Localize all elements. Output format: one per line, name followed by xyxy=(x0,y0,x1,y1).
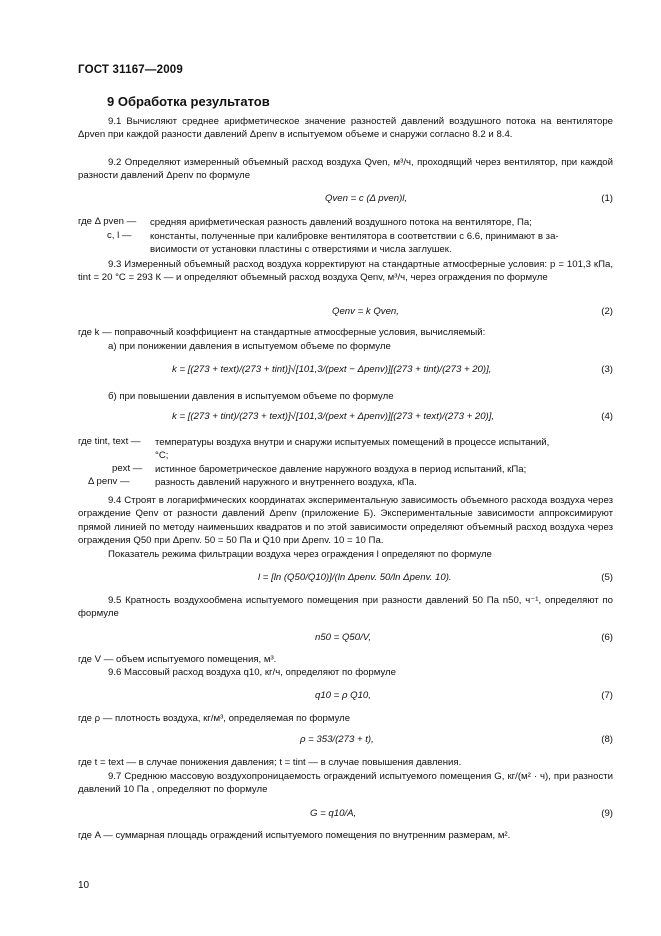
formula-1: Qven = c (Δ pven)l, xyxy=(325,193,408,204)
equation-number-7: (7) xyxy=(601,690,613,701)
where-a: где A — суммарная площадь ограждений испытуемого помещения по внутренним размерам, м². xyxy=(78,830,511,841)
equation-number-9: (9) xyxy=(601,808,613,819)
page-number: 10 xyxy=(78,880,90,891)
where3-label-2: pext — xyxy=(112,463,143,474)
where-label-1: где Δ pven — xyxy=(78,216,137,227)
formula-4: k = [(273 + tint)/(273 + text)]√[101,3/(pext + Δpenv)][(273 + text)/(273 + 20)], xyxy=(172,411,495,422)
formula-8: ρ = 353/(273 + t), xyxy=(300,734,374,745)
where-t: где t = text — в случае понижения давления; t = tint — в случае повышения давления. xyxy=(78,757,462,768)
where-text-1: средняя арифметическая разность давлений воздушного потока на вентиляторе, Па; xyxy=(150,217,532,228)
equation-number-5: (5) xyxy=(601,572,613,583)
paragraph-9-7: 9.7 Среднюю массовую воздухопроницаемость ограждений испытуемого помещения G, кг/(м² · ч), при разности давлений 10 Па , определяют по формуле xyxy=(78,771,613,796)
equation-number-1: (1) xyxy=(601,193,613,204)
where3-text-1b: °С; xyxy=(155,450,169,461)
formula-3: k = [(273 + text)/(273 + tint)]√[101,3/(pext − Δpenv)][(273 + tint)/(273 + 20)], xyxy=(172,364,492,375)
paragraph-9-5: 9.5 Кратность воздухообмена испытуемого помещения при разности давлений 50 Па n50, ч⁻¹, определяют по формуле xyxy=(78,595,613,620)
where-text-2b: висимости от установки пластины с отверстиями и числа заглушек. xyxy=(150,244,452,255)
paragraph-9-4: 9.4 Строят в логарифмических координатах экспериментальную зависимость объемного расхода воздуха через ограждение Qenv от разности давлений Δpenv (приложение Б). Экспериментальные зависимости аппроксимируют прямой линией по методу наименьших квадратов и по этой зависимости определяют объемный расход воздуха через ограждения Q50 при Δpenv. 50 = 50 Па и Q10 при Δpenv. 10 = 10 Па. xyxy=(78,495,613,547)
where-k: где k — поправочный коэффициент на стандартные атмосферные условия, вычисляемый: xyxy=(78,327,486,338)
formula-5: l = [ln (Q50/Q10)]/(ln Δpenv. 50/ln Δpenv. 10). xyxy=(258,572,452,583)
formula-6: n50 = Q50/V, xyxy=(315,632,372,643)
equation-number-3: (3) xyxy=(601,364,613,375)
section-title: 9 Обработка результатов xyxy=(107,94,270,109)
where-label-2: c, l — xyxy=(107,230,132,241)
case-a: а) при понижении давления в испытуемом объеме по формуле xyxy=(108,341,391,352)
equation-number-4: (4) xyxy=(601,411,613,422)
document-header: ГОСТ 31167—2009 xyxy=(78,64,183,76)
where3-label-1: где tint, text — xyxy=(78,436,141,447)
case-b: б) при повышении давления в испытуемом объеме по формуле xyxy=(108,391,394,402)
where-v: где V — объем испытуемого помещения, м³. xyxy=(78,654,277,665)
paragraph-9-2: 9.2 Определяют измеренный объемный расход воздуха Qven, м³/ч, проходящий через вентилятор, при каждой разности давлений Δpenv по формуле xyxy=(78,157,613,182)
equation-number-8: (8) xyxy=(601,734,613,745)
paragraph-9-4b: Показатель режима фильтрации воздуха через ограждения l определяют по формуле xyxy=(108,549,492,560)
where3-text-2: истинное барометрическое давление наружного воздуха в период испытаний, кПа; xyxy=(155,464,527,475)
where-text-2a: константы, полученные при калибровке вентилятора в соответствии с 6.6, принимают в за- xyxy=(150,231,559,242)
formula-7: q10 = ρ Q10, xyxy=(315,690,371,701)
equation-number-2: (2) xyxy=(601,306,613,317)
paragraph-9-1: 9.1 Вычисляют среднее арифметическое значение разностей давлений воздушного потока на вентиляторе Δpven при каждой разности давлений Δpenv в испытуемом объеме и снаружи согласно 8.2 и 8.4. xyxy=(78,116,613,141)
formula-2: Qenv = k Qven, xyxy=(332,306,399,317)
equation-number-6: (6) xyxy=(601,632,613,643)
paragraph-9-6: 9.6 Массовый расход воздуха q10, кг/ч, определяют по формуле xyxy=(108,667,396,678)
where3-text-3: разность давлений наружного и внутреннего воздуха, кПа. xyxy=(155,477,417,488)
paragraph-9-3: 9.3 Измеренный объемный расход воздуха корректируют на стандартные атмосферные условия: p = 101,3 кПа, tint = 20 °С = 293 К — и определяют объемный расход воздуха Qenv, м³/ч, через ограждения по формуле xyxy=(78,259,613,284)
formula-9: G = q10/A, xyxy=(310,808,357,819)
where3-text-1a: температуры воздуха внутри и снаружи испытуемых помещений в процессе испытаний, xyxy=(155,437,550,448)
where-rho: где ρ — плотность воздуха, кг/м³, определяемая по формуле xyxy=(78,713,351,724)
where3-label-3: Δ penv — xyxy=(88,476,130,487)
